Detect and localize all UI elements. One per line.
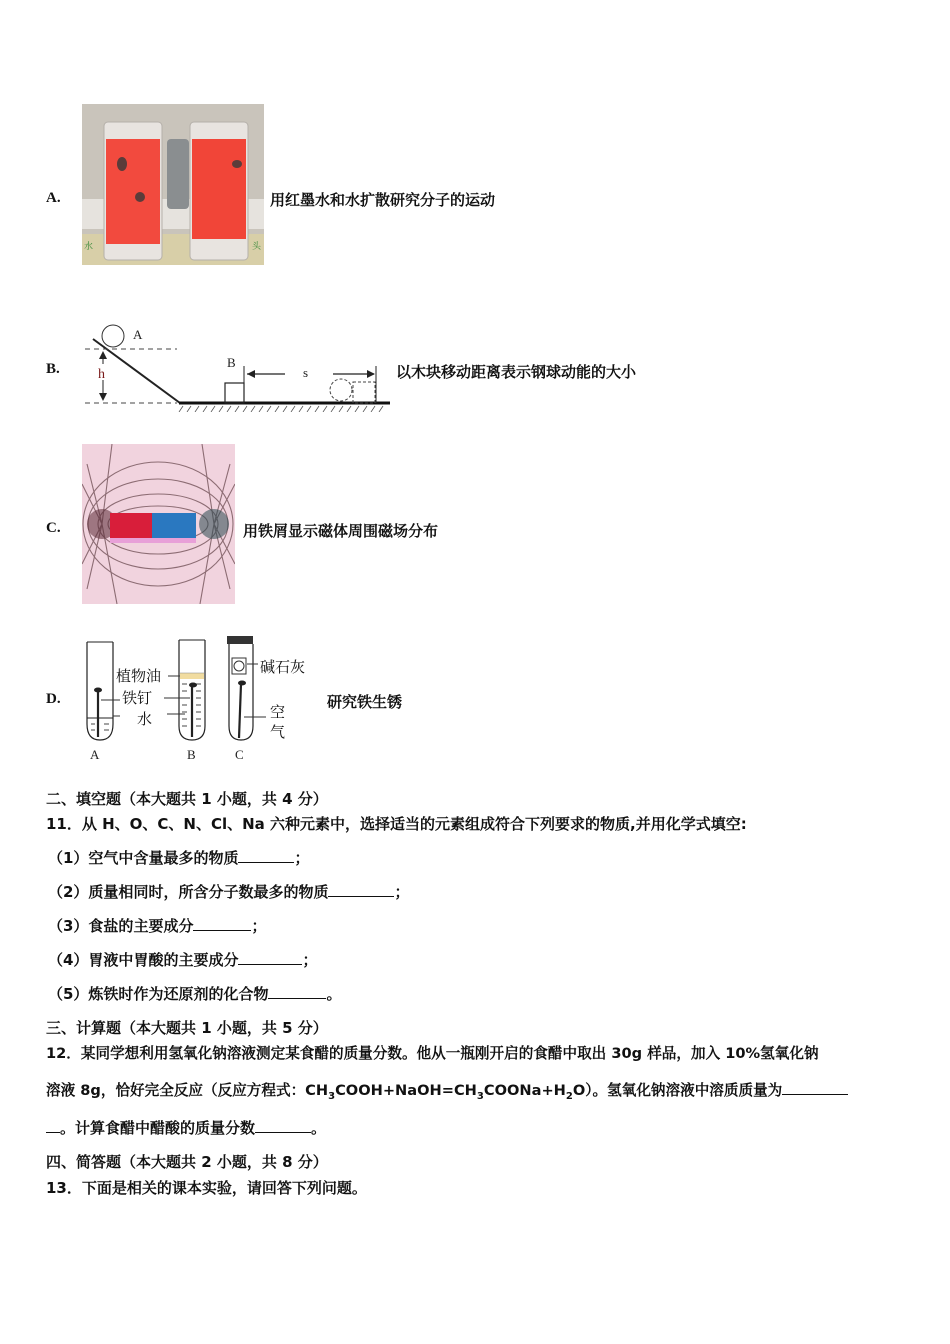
option-d-caption: 研究铁生锈 xyxy=(327,693,403,711)
ramp-ball-block-diagram xyxy=(85,324,395,412)
q11-answer-1[interactable] xyxy=(238,848,294,863)
q11-item-3-label: （3）食盐的主要成分 xyxy=(48,917,194,935)
height-label: h xyxy=(98,367,105,382)
option-b-caption: 以木块移动距离表示钢球动能的大小 xyxy=(396,363,637,381)
section3-heading: 三、计算题（本大题共 1 小题，共 5 分） xyxy=(46,1019,328,1037)
q11-item-1: （1）空气中含量最多的物质 ； xyxy=(48,849,310,867)
q11-item-5-label: （5）炼铁时作为还原剂的化合物 xyxy=(48,985,269,1003)
q11-answer-4[interactable] xyxy=(238,950,302,965)
q12-line2: 溶液 8g，恰好完全反应（反应方程式：$CH_3COOH+NaOH=CH_3COONa+H_2O$）。氢氧化钠溶液中溶质质量为 xyxy=(46,1079,848,1102)
q11-item-2-label: （2）质量相同时，所含分子数最多的物质 xyxy=(48,883,329,901)
q11-item-4: （4）胃液中胃酸的主要成分 ； xyxy=(48,951,318,969)
option-d-letter: D. xyxy=(46,691,61,707)
q12-answer-1-cont[interactable] xyxy=(46,1118,60,1133)
tube-a-label: A xyxy=(90,747,100,762)
q12-line1: 12．某同学想利用氢氧化钠溶液测定某食醋的质量分数。他从一瓶刚开启的食醋中取出 30g 样品，加入 10%氢氧化钠 xyxy=(46,1045,819,1062)
oil-label: 植物油 xyxy=(116,667,162,685)
q11-item-3: （3）食盐的主要成分 ； xyxy=(48,917,267,935)
q11-item-5: （5）炼铁时作为还原剂的化合物 。 xyxy=(48,985,342,1003)
block-label: B xyxy=(227,355,236,370)
svg-text:头: 头 xyxy=(252,242,262,252)
option-a-letter: A. xyxy=(46,190,61,206)
section4-heading: 四、简答题（本大题共 2 小题，共 8 分） xyxy=(46,1153,328,1171)
q11-item-2: （2）质量相同时，所含分子数最多的物质 ； xyxy=(48,883,410,901)
tube-c-label: C xyxy=(235,747,244,762)
section2-heading: 二、填空题（本大题共 1 小题，共 4 分） xyxy=(46,790,328,808)
lime-label: 碱石灰 xyxy=(260,658,306,676)
distance-label: s xyxy=(303,365,309,380)
option-b-letter: B. xyxy=(46,361,60,377)
water-label: 水 xyxy=(137,710,153,728)
air-label-1: 空 xyxy=(270,703,286,721)
ball-label: A xyxy=(133,327,143,342)
option-a-caption: 用红墨水和水扩散研究分子的运动 xyxy=(270,191,496,209)
option-c-letter: C. xyxy=(46,520,61,536)
nail-label: 铁钉 xyxy=(122,689,153,707)
q12-answer-2[interactable] xyxy=(255,1118,311,1133)
iron-filings-magnet-photo xyxy=(82,444,235,604)
q11-item-1-label: （1）空气中含量最多的物质 xyxy=(48,849,239,867)
q13-stem: 13．下面是相关的课本实验，请回答下列问题。 xyxy=(46,1179,367,1197)
q11-answer-2[interactable] xyxy=(328,882,394,897)
air-label-2: 气 xyxy=(270,723,286,741)
q11-item-4-label: （4）胃液中胃酸的主要成分 xyxy=(48,951,239,969)
q11-answer-3[interactable] xyxy=(193,916,251,931)
q11-stem: 11．从 H、O、C、N、Cl、Na 六种元素中，选择适当的元素组成符合下列要求的物质,并用化学式填空: xyxy=(46,815,747,833)
red-ink-diffusion-photo xyxy=(82,104,264,265)
q12-line3: 。计算食醋中醋酸的质量分数 。 xyxy=(46,1117,326,1138)
q12-answer-1[interactable] xyxy=(782,1080,848,1095)
tube-b-label: B xyxy=(187,747,196,762)
svg-text:水: 水 xyxy=(84,242,94,252)
iron-rust-test-tubes xyxy=(82,634,327,766)
option-c-caption: 用铁屑显示磁体周围磁场分布 xyxy=(243,522,439,540)
q11-answer-5[interactable] xyxy=(268,984,326,999)
